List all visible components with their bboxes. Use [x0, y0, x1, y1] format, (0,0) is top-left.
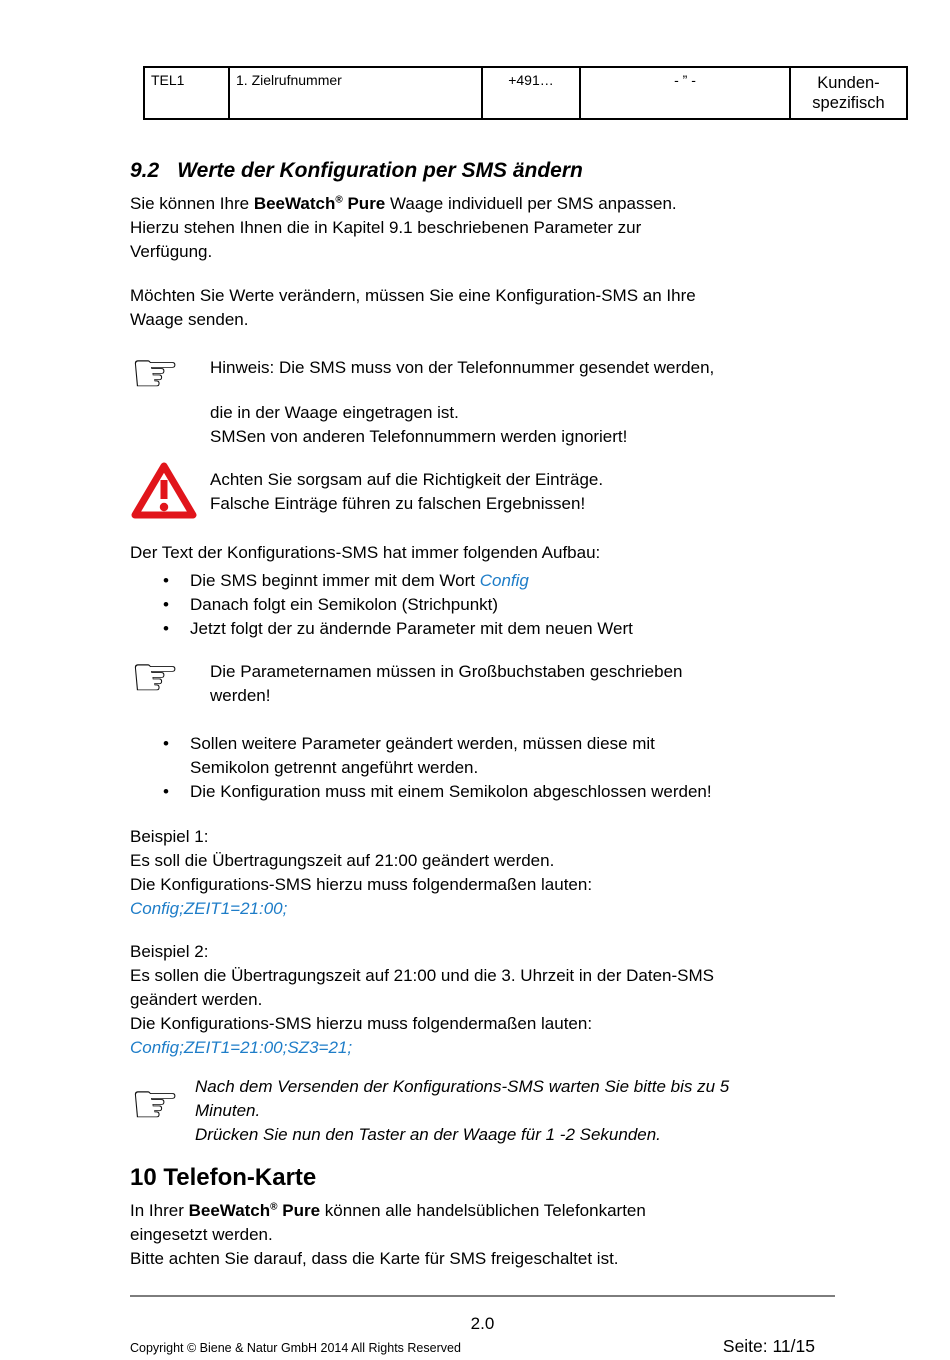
- section-9-2-heading: [130, 158, 842, 184]
- config-keyword: Config: [479, 571, 529, 590]
- hint-block-sender-number: ☞ Hinweis: Die SMS muss von der Telefonnummer gesendet werden, die in der Waage eingetragen ist. SMSen von anderen Telefonnummern werden ignoriert!: [130, 341, 715, 446]
- cell-default-line1: Kunden-: [817, 74, 880, 92]
- bullet-icon: •: [163, 595, 169, 614]
- example-2-title: Beispiel 2:: [130, 942, 209, 961]
- list-item: • Die Konfiguration muss mit einem Semikolon abgeschlossen werden!: [130, 780, 842, 804]
- example-2-sms-code: Config;ZEIT1=21:00;SZ3=21;: [130, 1038, 353, 1057]
- hint-block-uppercase: ☞ Die Parameternamen müssen in Großbuchstaben geschrieben werden!: [130, 645, 683, 710]
- cell-param-value: +491…: [482, 67, 580, 119]
- example-1-block: Beispiel 1: Es soll die Übertragungszeit auf 21:00 geändert werden. Die Konfigurations-SMS hierzu muss folgendermaßen lauten: Config;ZEIT1=21:00;: [130, 825, 842, 921]
- example-2-block: Beispiel 2: Es sollen die Übertragungszeit auf 21:00 und die 3. Uhrzeit in der Daten-SMS geändert werden. Die Konfigurations-SMS hierzu muss folgendermaßen lauten: Config;ZEIT1=21:00;SZ3=21;: [130, 940, 842, 1060]
- intro-paragraph: Sie können Ihre BeeWatch® Pure Waage individuell per SMS anpassen. Hierzu stehen Ihnen die in Kapitel 9.1 beschriebenen Parameter zur Verfügung.: [130, 194, 677, 261]
- list-item: • Die SMS beginnt immer mit dem Wort Config: [130, 569, 842, 593]
- bullet-icon: •: [163, 782, 169, 801]
- brand-name: BeeWatch: [253, 194, 336, 213]
- example-1-title: Beispiel 1:: [130, 827, 209, 846]
- brand-model: Pure: [342, 194, 386, 213]
- list-item: • Jetzt folgt der zu ändernde Parameter mit dem neuen Wert: [130, 617, 842, 641]
- hint-block-wait-time: ☞ Nach dem Versenden der Konfigurations-SMS warten Sie bitte bis zu 5 Minuten. Drücken Sie nun den Taster an der Waage für 1 -2 Sekunden.: [130, 1072, 730, 1144]
- warning-triangle-icon: [130, 461, 198, 521]
- list-item: • Sollen weitere Parameter geändert werden, müssen diese mit Semikolon getrennt angeführt werden.: [130, 732, 842, 780]
- cell-param-desc: 1. Zielrufnummer: [229, 67, 482, 119]
- send-sms-paragraph: Möchten Sie Werte verändern, müssen Sie eine Konfiguration-SMS an Ihre Waage senden.: [130, 286, 696, 329]
- list-item: • Danach folgt ein Semikolon (Strichpunkt): [130, 593, 842, 617]
- bullet-icon: •: [163, 734, 169, 753]
- table-row: [144, 67, 907, 119]
- brand-name: BeeWatch: [188, 1201, 271, 1220]
- pointing-hand-icon: ☞: [130, 645, 181, 710]
- document-version: 2.0: [470, 1314, 495, 1333]
- cell-param-format: - ” -: [580, 67, 790, 119]
- section-title: Werte der Konfiguration per SMS ändern: [177, 159, 583, 182]
- section-10-heading: 10 Telefon-Karte: [130, 1164, 317, 1191]
- section-number: 9.2: [130, 159, 160, 182]
- footer-divider: [130, 1295, 835, 1297]
- brand-model: Pure: [277, 1201, 321, 1220]
- sms-structure-intro: Der Text der Konfigurations-SMS hat immer folgenden Aufbau:: [130, 543, 601, 562]
- telefon-karte-paragraph: In Ihrer BeeWatch® Pure können alle handelsüblichen Telefonkarten eingesetzt werden. Bitte achten Sie darauf, dass die Karte für SMS freigeschaltet ist.: [130, 1201, 646, 1268]
- registered-mark: ®: [270, 1201, 278, 1213]
- bullet-icon: •: [163, 571, 169, 590]
- warning-block-correct-entries: Achten Sie sorgsam auf die Richtigkeit der Einträge. Falsche Einträge führen zu falschen Ergebnissen!: [130, 461, 842, 521]
- sms-structure-list: [130, 569, 842, 641]
- cell-default-line2: spezifisch: [812, 94, 885, 112]
- cell-param-name: TEL1: [144, 67, 229, 119]
- page-number: Seite: 11/15: [722, 1336, 815, 1356]
- parameter-table: [143, 66, 908, 120]
- page-content: [130, 158, 842, 1271]
- copyright-notice: Copyright © Biene & Natur GmbH 2014 All Rights Reserved: [130, 1341, 461, 1355]
- registered-mark: ®: [335, 194, 343, 206]
- pointing-hand-icon: ☞: [130, 1072, 181, 1137]
- additional-rules-list: [130, 732, 842, 804]
- example-1-sms-code: Config;ZEIT1=21:00;: [130, 899, 288, 918]
- bullet-icon: •: [163, 619, 169, 638]
- cell-param-default: [790, 67, 907, 119]
- pointing-hand-icon: ☞: [130, 341, 181, 406]
